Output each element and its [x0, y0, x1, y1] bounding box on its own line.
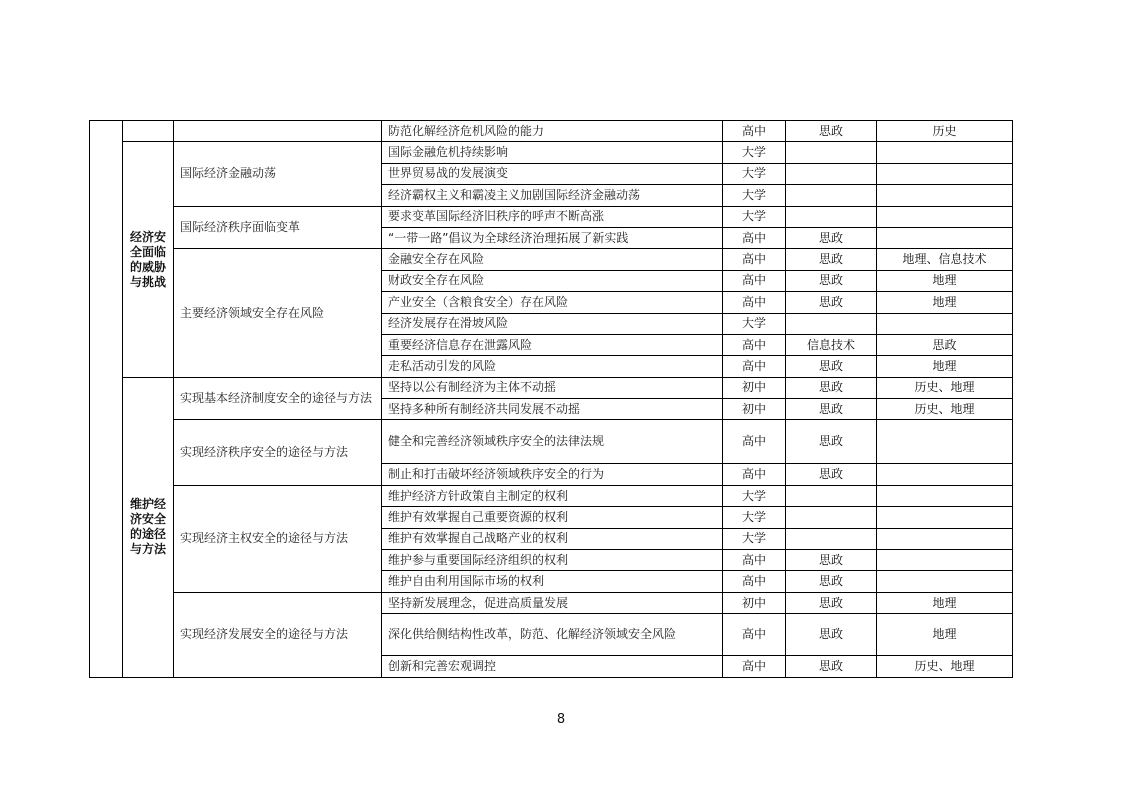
related-subject-cell [877, 142, 1013, 163]
knowledge-point-cell: 要求变革国际经济旧秩序的呼声不断高涨 [382, 206, 723, 227]
education-level-cell: 高中 [723, 270, 786, 291]
primary-subject-cell: 思政 [786, 270, 877, 291]
related-subject-cell [877, 485, 1013, 506]
knowledge-point-cell: 经济发展存在滑坡风险 [382, 313, 723, 334]
education-level-cell: 高中 [723, 464, 786, 485]
knowledge-point-cell: 维护经济方针政策自主制定的权利 [382, 485, 723, 506]
education-level-cell: 大学 [723, 185, 786, 206]
knowledge-point-cell: 制止和打击破坏经济领域秩序安全的行为 [382, 464, 723, 485]
topic-cell: 实现基本经济制度安全的途径与方法 [174, 377, 382, 420]
table-row [90, 142, 1013, 163]
primary-subject-cell: 思政 [786, 227, 877, 248]
related-subject-cell: 思政 [877, 334, 1013, 355]
knowledge-point-cell: 产业安全（含粮食安全）存在风险 [382, 292, 723, 313]
education-level-cell: 高中 [723, 292, 786, 313]
table-row [90, 121, 1013, 142]
education-level-cell: 高中 [723, 121, 786, 142]
primary-subject-cell [786, 163, 877, 184]
topic-cell: 主要经济领域安全存在风险 [174, 249, 382, 377]
table-row [90, 420, 1013, 464]
related-subject-cell [877, 206, 1013, 227]
primary-subject-cell [786, 528, 877, 549]
knowledge-point-cell: 防范化解经济危机风险的能力 [382, 121, 723, 142]
primary-subject-cell [786, 485, 877, 506]
related-subject-cell: 地理 [877, 614, 1013, 656]
table-row [90, 377, 1013, 398]
knowledge-point-cell: 创新和完善宏观调控 [382, 656, 723, 677]
knowledge-point-cell: 走私活动引发的风险 [382, 356, 723, 377]
table-row [90, 249, 1013, 270]
education-level-cell: 高中 [723, 614, 786, 656]
education-level-cell: 高中 [723, 571, 786, 592]
table-row [90, 592, 1013, 613]
primary-subject-cell: 信息技术 [786, 334, 877, 355]
primary-subject-cell [786, 142, 877, 163]
related-subject-cell [877, 528, 1013, 549]
knowledge-point-cell: 维护有效掌握自己战略产业的权利 [382, 528, 723, 549]
knowledge-point-cell: 经济霸权主义和霸凌主义加剧国际经济金融动荡 [382, 185, 723, 206]
education-level-cell: 初中 [723, 377, 786, 398]
related-subject-cell: 历史 [877, 121, 1013, 142]
section-title: 维护经济安全的途径与方法 [123, 377, 174, 677]
education-level-cell: 大学 [723, 163, 786, 184]
related-subject-cell: 地理、信息技术 [877, 249, 1013, 270]
education-level-cell: 高中 [723, 227, 786, 248]
knowledge-point-cell: 金融安全存在风险 [382, 249, 723, 270]
topic-cell: 实现经济发展安全的途径与方法 [174, 592, 382, 677]
related-subject-cell [877, 185, 1013, 206]
related-subject-cell [877, 420, 1013, 464]
education-level-cell: 高中 [723, 656, 786, 677]
education-level-cell: 初中 [723, 592, 786, 613]
knowledge-point-cell: “一带一路”倡议为全球经济治理拓展了新实践 [382, 227, 723, 248]
table-row [90, 485, 1013, 506]
knowledge-point-cell: 健全和完善经济领域秩序安全的法律法规 [382, 420, 723, 464]
primary-subject-cell: 思政 [786, 399, 877, 420]
primary-subject-cell [786, 507, 877, 528]
primary-subject-cell: 思政 [786, 592, 877, 613]
related-subject-cell: 历史、地理 [877, 656, 1013, 677]
related-subject-cell: 历史、地理 [877, 399, 1013, 420]
page-number: 8 [556, 712, 566, 727]
education-level-cell: 大学 [723, 313, 786, 334]
topic-cell: 国际经济秩序面临变革 [174, 206, 382, 249]
primary-subject-cell: 思政 [786, 464, 877, 485]
related-subject-cell [877, 507, 1013, 528]
related-subject-cell: 地理 [877, 592, 1013, 613]
primary-subject-cell: 思政 [786, 420, 877, 464]
knowledge-point-cell: 深化供给侧结构性改革，防范、化解经济领域安全风险 [382, 614, 723, 656]
primary-subject-cell [786, 185, 877, 206]
primary-subject-cell: 思政 [786, 249, 877, 270]
topic-cell: 实现经济秩序安全的途径与方法 [174, 420, 382, 485]
knowledge-point-cell: 财政安全存在风险 [382, 270, 723, 291]
related-subject-cell [877, 163, 1013, 184]
curriculum-table [89, 120, 1013, 678]
related-subject-cell: 历史、地理 [877, 377, 1013, 398]
knowledge-point-cell: 维护自由利用国际市场的权利 [382, 571, 723, 592]
education-level-cell: 高中 [723, 356, 786, 377]
education-level-cell: 高中 [723, 334, 786, 355]
education-level-cell: 初中 [723, 399, 786, 420]
education-level-cell: 大学 [723, 485, 786, 506]
topic-cell: 实现经济主权安全的途径与方法 [174, 485, 382, 592]
education-level-cell: 高中 [723, 550, 786, 571]
knowledge-point-cell: 维护有效掌握自己重要资源的权利 [382, 507, 723, 528]
primary-subject-cell: 思政 [786, 377, 877, 398]
primary-subject-cell [786, 206, 877, 227]
education-level-cell: 大学 [723, 142, 786, 163]
outer-category-cell [90, 121, 123, 678]
knowledge-point-cell: 坚持多种所有制经济共同发展不动摇 [382, 399, 723, 420]
primary-subject-cell: 思政 [786, 356, 877, 377]
education-level-cell: 高中 [723, 249, 786, 270]
knowledge-point-cell: 国际金融危机持续影响 [382, 142, 723, 163]
related-subject-cell: 地理 [877, 356, 1013, 377]
primary-subject-cell: 思政 [786, 656, 877, 677]
related-subject-cell [877, 313, 1013, 334]
related-subject-cell: 地理 [877, 292, 1013, 313]
topic-cell [174, 121, 382, 142]
primary-subject-cell: 思政 [786, 550, 877, 571]
related-subject-cell [877, 464, 1013, 485]
primary-subject-cell: 思政 [786, 292, 877, 313]
section-title: 经济安全面临的威胁与挑战 [123, 142, 174, 377]
table-body [90, 121, 1013, 678]
primary-subject-cell [786, 313, 877, 334]
related-subject-cell [877, 571, 1013, 592]
knowledge-point-cell: 坚持新发展理念，促进高质量发展 [382, 592, 723, 613]
education-level-cell: 大学 [723, 528, 786, 549]
topic-cell: 国际经济金融动荡 [174, 142, 382, 206]
related-subject-cell [877, 227, 1013, 248]
knowledge-point-cell: 维护参与重要国际经济组织的权利 [382, 550, 723, 571]
related-subject-cell: 地理 [877, 270, 1013, 291]
related-subject-cell [877, 550, 1013, 571]
table-row [90, 206, 1013, 227]
primary-subject-cell: 思政 [786, 614, 877, 656]
primary-subject-cell: 思政 [786, 121, 877, 142]
knowledge-point-cell: 重要经济信息存在泄露风险 [382, 334, 723, 355]
section-title [123, 121, 174, 142]
education-level-cell: 大学 [723, 507, 786, 528]
education-level-cell: 大学 [723, 206, 786, 227]
knowledge-point-cell: 世界贸易战的发展演变 [382, 163, 723, 184]
primary-subject-cell: 思政 [786, 571, 877, 592]
education-level-cell: 高中 [723, 420, 786, 464]
knowledge-point-cell: 坚持以公有制经济为主体不动摇 [382, 377, 723, 398]
